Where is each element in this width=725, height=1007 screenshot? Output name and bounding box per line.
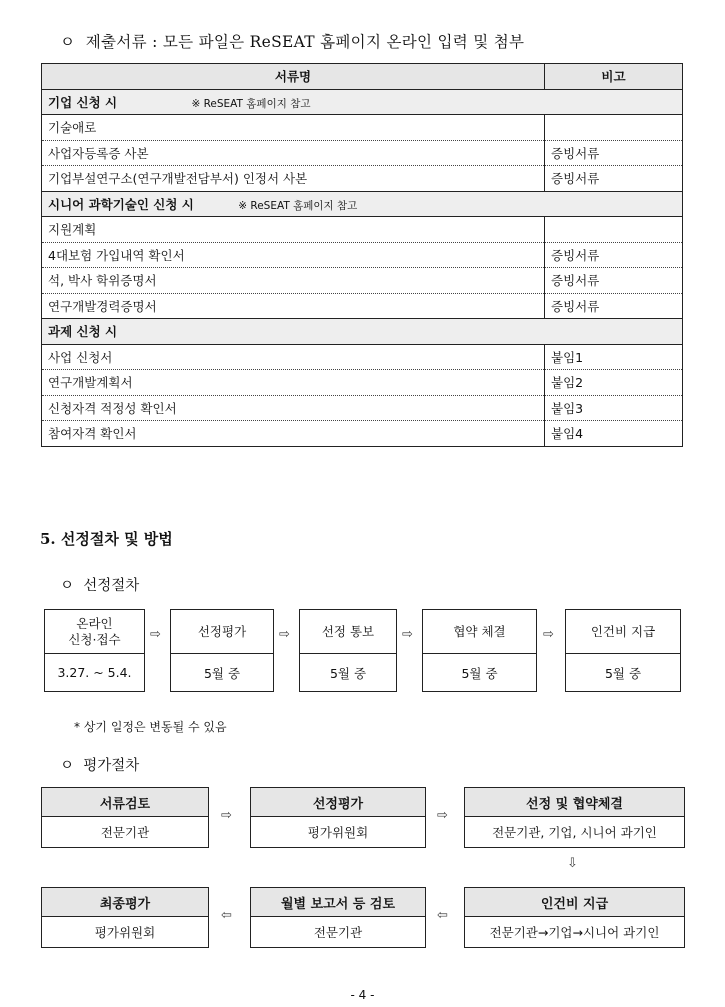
group-row-project bbox=[42, 319, 683, 345]
step-date: 5월 중 bbox=[203, 665, 241, 681]
schedule-footnote: * 상기 일정은 변동될 수 있음 bbox=[74, 720, 227, 734]
doc-name: 석, 박사 학위증명서 bbox=[42, 268, 545, 294]
eval-head: 인건비 지급 bbox=[465, 888, 684, 917]
table-row bbox=[42, 344, 683, 370]
doc-name: 연구개발계획서 bbox=[42, 370, 545, 396]
doc-name: 연구개발경력증명서 bbox=[42, 293, 545, 319]
table-header-row bbox=[42, 64, 683, 90]
group-title: 시니어 과학기술인 신청 시 bbox=[48, 196, 194, 212]
table-row bbox=[42, 166, 683, 192]
eval-head: 최종평가 bbox=[42, 888, 208, 917]
eval-monthly-report bbox=[250, 887, 426, 948]
doc-name: 사업자등록증 사본 bbox=[42, 140, 545, 166]
eval-final bbox=[41, 887, 209, 948]
step-date: 5월 중 bbox=[329, 665, 367, 681]
step-date: 5월 중 bbox=[461, 665, 498, 681]
submission-docs-heading bbox=[60, 30, 524, 52]
right-arrow-icon: ⇨ bbox=[402, 627, 413, 642]
table-row bbox=[42, 370, 683, 396]
group-note: ※ ReSEAT 홈페이지 참고 bbox=[238, 199, 358, 212]
doc-remark: 증빙서류 bbox=[545, 293, 683, 319]
doc-remark: 증빙서류 bbox=[545, 140, 683, 166]
eval-head: 선정평가 bbox=[251, 788, 425, 817]
doc-remark bbox=[545, 115, 683, 141]
table-row bbox=[42, 217, 683, 243]
eval-body: 전문기관→기업→시니어 과기인 bbox=[489, 925, 660, 940]
table-row bbox=[42, 140, 683, 166]
eval-body: 전문기관, 기업, 시니어 과기인 bbox=[492, 825, 657, 840]
eval-body: 전문기관 bbox=[313, 925, 363, 940]
eval-agreement bbox=[464, 787, 685, 848]
step-labor-cost bbox=[565, 609, 681, 692]
right-arrow-icon: ⇨ bbox=[437, 808, 448, 823]
eval-doc-review bbox=[41, 787, 209, 848]
submission-docs-text: 제출서류 : 모든 파일은 ReSEAT 홈페이지 온라인 입력 및 첨부 bbox=[85, 33, 525, 51]
bullet-circle: ㅇ bbox=[60, 33, 76, 51]
group-note: ※ ReSEAT 홈페이지 참고 bbox=[191, 97, 311, 110]
doc-remark: 붙임1 bbox=[545, 344, 683, 370]
doc-name: 사업 신청서 bbox=[42, 344, 545, 370]
group-row-company bbox=[42, 89, 683, 115]
step-online-apply bbox=[44, 609, 145, 692]
section-title: 5. 선정절차 및 방법 bbox=[40, 530, 173, 548]
doc-remark: 증빙서류 bbox=[545, 242, 683, 268]
eval-selection bbox=[250, 787, 426, 848]
left-arrow-icon: ⇦ bbox=[437, 908, 448, 923]
doc-name: 참여자격 확인서 bbox=[42, 421, 545, 447]
eval-body: 전문기관 bbox=[100, 825, 150, 840]
procedure-label: 선정절차 bbox=[83, 578, 140, 594]
procedure-subheading bbox=[60, 574, 139, 595]
eval-body: 평가위원회 bbox=[94, 925, 156, 940]
table-row bbox=[42, 293, 683, 319]
doc-remark bbox=[545, 217, 683, 243]
table-row bbox=[42, 395, 683, 421]
table-row bbox=[42, 268, 683, 294]
step-title-line2: 신청·접수 bbox=[68, 631, 121, 647]
step-title: 인건비 지급 bbox=[566, 610, 680, 654]
evaluation-subheading bbox=[60, 754, 139, 775]
doc-name: 기술애로 bbox=[42, 115, 545, 141]
eval-head: 월별 보고서 등 검토 bbox=[251, 888, 425, 917]
header-doc-name: 서류명 bbox=[42, 64, 545, 90]
step-title: 협약 체결 bbox=[423, 610, 536, 654]
doc-name: 기업부설연구소(연구개발전담부서) 인정서 사본 bbox=[42, 166, 545, 192]
left-arrow-icon: ⇦ bbox=[221, 908, 232, 923]
group-title: 과제 신청 시 bbox=[48, 324, 118, 340]
eval-body: 평가위원회 bbox=[307, 825, 369, 840]
doc-remark: 붙임2 bbox=[545, 370, 683, 396]
step-selection-eval bbox=[170, 609, 274, 692]
doc-remark: 붙임3 bbox=[545, 395, 683, 421]
right-arrow-icon: ⇨ bbox=[150, 627, 161, 642]
group-row-senior bbox=[42, 191, 683, 217]
step-title: 선정평가 bbox=[171, 610, 273, 654]
table-row bbox=[42, 421, 683, 447]
doc-remark: 붙임4 bbox=[545, 421, 683, 447]
doc-remark: 증빙서류 bbox=[545, 268, 683, 294]
right-arrow-icon: ⇨ bbox=[221, 808, 232, 823]
eval-labor-cost bbox=[464, 887, 685, 948]
bullet-circle: ㅇ bbox=[60, 578, 75, 594]
header-remark: 비고 bbox=[545, 64, 683, 90]
doc-name: 4대보험 가입내역 확인서 bbox=[42, 242, 545, 268]
step-title: 선정 통보 bbox=[300, 610, 396, 654]
page-number: - 4 - bbox=[350, 988, 375, 1002]
eval-head: 서류검토 bbox=[42, 788, 208, 817]
bullet-circle: ㅇ bbox=[60, 758, 75, 774]
step-agreement bbox=[422, 609, 537, 692]
step-title-line1: 온라인 bbox=[76, 615, 113, 631]
documents-table bbox=[41, 63, 683, 447]
step-date: 5월 중 bbox=[604, 665, 642, 681]
table-row bbox=[42, 115, 683, 141]
group-title: 기업 신청 시 bbox=[48, 94, 118, 110]
step-date: 3.27. ~ 5.4. bbox=[57, 665, 132, 680]
right-arrow-icon: ⇨ bbox=[543, 627, 554, 642]
step-selection-notice bbox=[299, 609, 397, 692]
doc-name: 신청자격 적정성 확인서 bbox=[42, 395, 545, 421]
eval-head: 선정 및 협약체결 bbox=[465, 788, 684, 817]
down-arrow-icon: ⇩ bbox=[567, 856, 578, 871]
doc-remark: 증빙서류 bbox=[545, 166, 683, 192]
doc-name: 지원계획 bbox=[42, 217, 545, 243]
right-arrow-icon: ⇨ bbox=[279, 627, 290, 642]
evaluation-label: 평가절차 bbox=[83, 758, 140, 774]
table-row bbox=[42, 242, 683, 268]
